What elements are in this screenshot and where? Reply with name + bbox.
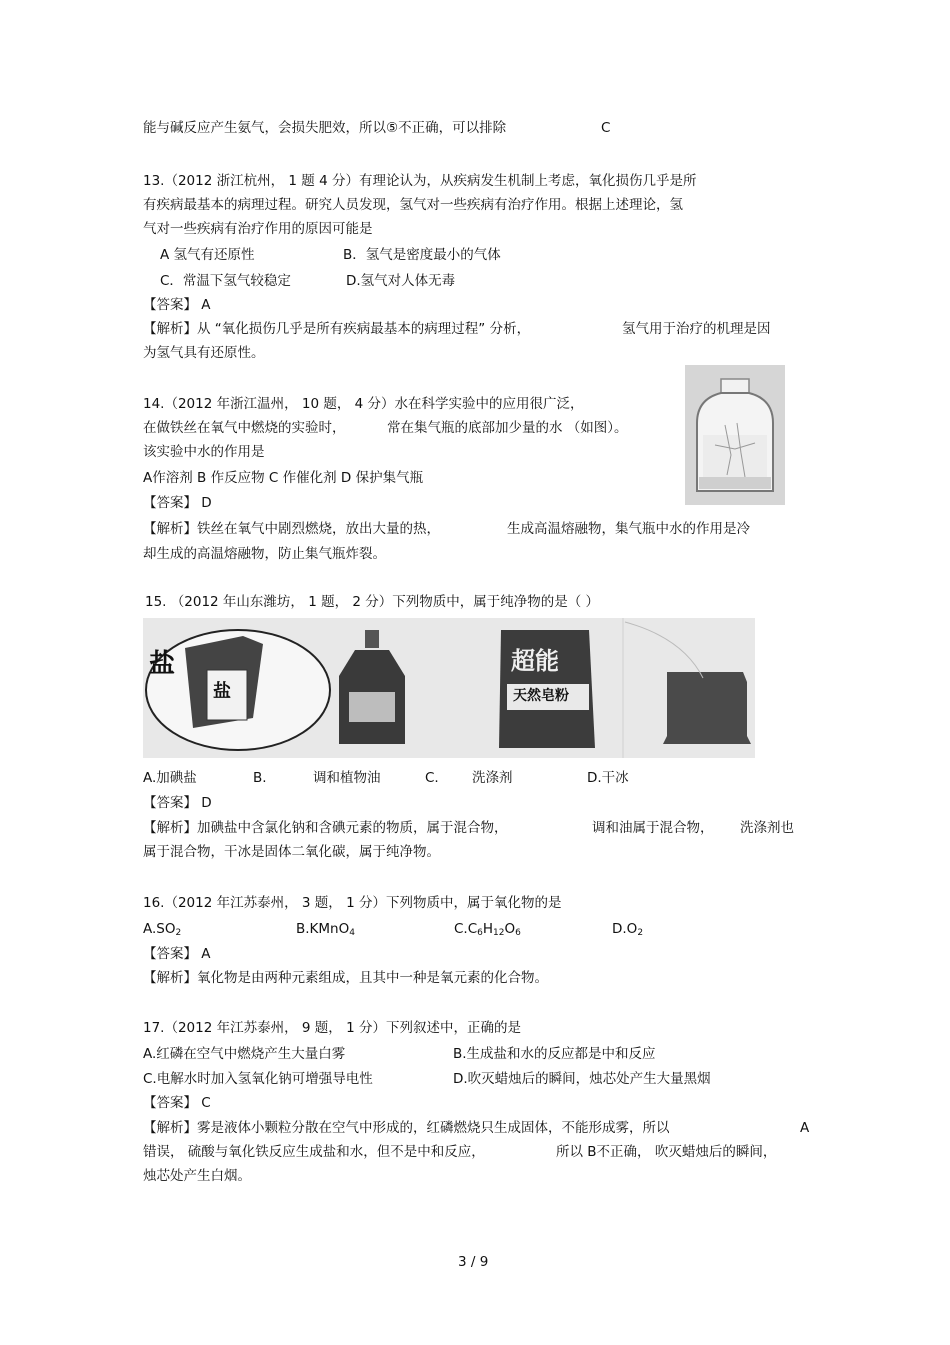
q15-options-image bbox=[143, 618, 755, 758]
q13-option-b: B．氢气是密度最小的气体 bbox=[343, 247, 501, 263]
q14-analysis-1: 【解析】铁丝在氧气中剧烈燃烧，放出大量的热， bbox=[143, 521, 440, 537]
q17-option-d: D.吹灭蜡烛后的瞬间，烛芯处产生大量黑烟 bbox=[453, 1071, 711, 1087]
q15-analysis-4: 属于混合物，干冰是固体二氧化碳，属于纯净物。 bbox=[143, 844, 440, 860]
q16-answer: 【答案】 A bbox=[143, 946, 211, 962]
q14-line-3: 常在集气瓶的底部加少量的水 （如图）。 bbox=[387, 420, 628, 436]
q13-option-a: A 氢气有还原性 bbox=[160, 247, 255, 263]
top-line-answer: C bbox=[601, 120, 611, 136]
q15-answer: 【答案】 D bbox=[143, 795, 212, 811]
q17-analysis-4: 所以 B不正确， 吹灭蜡烛后的瞬间， bbox=[556, 1144, 777, 1160]
q13-line-3: 气对一些疾病有治疗作用的原因可能是 bbox=[143, 221, 373, 237]
detergent-brand-label: 超能 bbox=[511, 647, 559, 675]
gas-bottle-image bbox=[685, 365, 785, 505]
q15-option-b: B. bbox=[253, 770, 267, 786]
q15-option-d: D.干冰 bbox=[587, 770, 629, 786]
q13-option-c: C．常温下氢气较稳定 bbox=[160, 273, 291, 289]
q14-options: A作溶剂 B 作反应物 C 作催化剂 D 保护集气瓶 bbox=[143, 470, 424, 486]
q17-analysis-5: 烛芯处产生白烟。 bbox=[143, 1168, 251, 1184]
q14-analysis-3: 却生成的高温熔融物，防止集气瓶炸裂。 bbox=[143, 546, 386, 562]
q16-option-b: B.KMnO$_4$ bbox=[296, 921, 355, 938]
q16-option-c: $C.C_6H_{12}O_6$ bbox=[454, 921, 521, 938]
gas-bottle-drawing bbox=[685, 365, 785, 505]
q17-analysis-3: 错误， 硫酸与氧化铁反应生成盐和水，但不是中和反应， bbox=[143, 1144, 485, 1160]
q15-photo-drawing bbox=[143, 618, 755, 758]
salt-bag-label: 盐 bbox=[213, 681, 231, 702]
q17-option-b: B.生成盐和水的反应都是中和反应 bbox=[453, 1046, 656, 1062]
salt-label: 盐 bbox=[149, 649, 176, 679]
q17-answer: 【答案】 C bbox=[143, 1095, 211, 1111]
q13-answer: 【答案】 A bbox=[143, 297, 211, 313]
q16-analysis: 【解析】氧化物是由两种元素组成，且其中一种是氧元素的化合物。 bbox=[143, 970, 548, 986]
q14-analysis-2: 生成高温熔融物，集气瓶中水的作用是冷 bbox=[507, 521, 750, 537]
q16-option-d: $D.O_2$ bbox=[612, 921, 644, 938]
q13-analysis-1: 【解析】从 “氧化损伤几乎是所有疾病最基本的病理过程” 分析， bbox=[143, 321, 531, 337]
q17-analysis-1: 【解析】雾是液体小颗粒分散在空气中形成的，红磷燃烧只生成固体，不能形成雾，所以 bbox=[143, 1120, 670, 1136]
q17-option-a: A.红磷在空气中燃烧产生大量白雾 bbox=[143, 1046, 346, 1062]
q14-line-1: 14.（2012 年浙江温州， 10 题， 4 分）水在科学实验中的应用很广泛， bbox=[143, 396, 584, 412]
q15-analysis-3: 洗涤剂也 bbox=[740, 820, 794, 836]
q16-stem: 16.（2012 年江苏泰州， 3 题， 1 分）下列物质中，属于氧化物的是 bbox=[143, 895, 562, 911]
page-number: 3 / 9 bbox=[458, 1254, 489, 1270]
q15-option-b-text: 调和植物油 bbox=[313, 770, 381, 786]
q14-line-2: 在做铁丝在氧气中燃烧的实验时， bbox=[143, 420, 346, 436]
q17-analysis-2: A bbox=[800, 1120, 810, 1136]
q15-option-c: C. bbox=[425, 770, 439, 786]
q13-line-1: 13.（2012 浙江杭州， 1 题 4 分）有理论认为，从疾病发生机制上考虑，氧化损伤几乎是所 bbox=[143, 173, 697, 189]
q14-answer: 【答案】 D bbox=[143, 495, 212, 511]
detergent-name-label: 天然皂粉 bbox=[513, 688, 569, 704]
q15-stem: 15. （2012 年山东潍坊， 1 题， 2 分）下列物质中，属于纯净物的是（ ） bbox=[145, 594, 600, 610]
q17-stem: 17.（2012 年江苏泰州， 9 题， 1 分）下列叙述中，正确的是 bbox=[143, 1020, 521, 1036]
q14-line-4: 该实验中水的作用是 bbox=[143, 444, 265, 460]
q13-analysis-3: 为氢气具有还原性。 bbox=[143, 345, 265, 361]
top-line-text: 能与碱反应产生氨气，会损失肥效，所以⑤不正确，可以排除 bbox=[143, 120, 507, 136]
q13-analysis-2: 氢气用于治疗的机理是因 bbox=[622, 321, 771, 337]
q15-option-c-text: 洗涤剂 bbox=[472, 770, 513, 786]
q17-option-c: C.电解水时加入氢氧化钠可增强导电性 bbox=[143, 1071, 373, 1087]
q15-analysis-2: 调和油属于混合物， bbox=[592, 820, 714, 836]
q15-option-a: A.加碘盐 bbox=[143, 770, 197, 786]
q15-analysis-1: 【解析】加碘盐中含氯化钠和含碘元素的物质，属于混合物， bbox=[143, 820, 508, 836]
q13-line-2: 有疾病最基本的病理过程。研究人员发现，氢气对一些疾病有治疗作用。根据上述理论，氢 bbox=[143, 197, 683, 213]
q16-option-a: $A.SO_2$ bbox=[143, 921, 182, 938]
q13-option-d: D.氢气对人体无毒 bbox=[346, 273, 456, 289]
